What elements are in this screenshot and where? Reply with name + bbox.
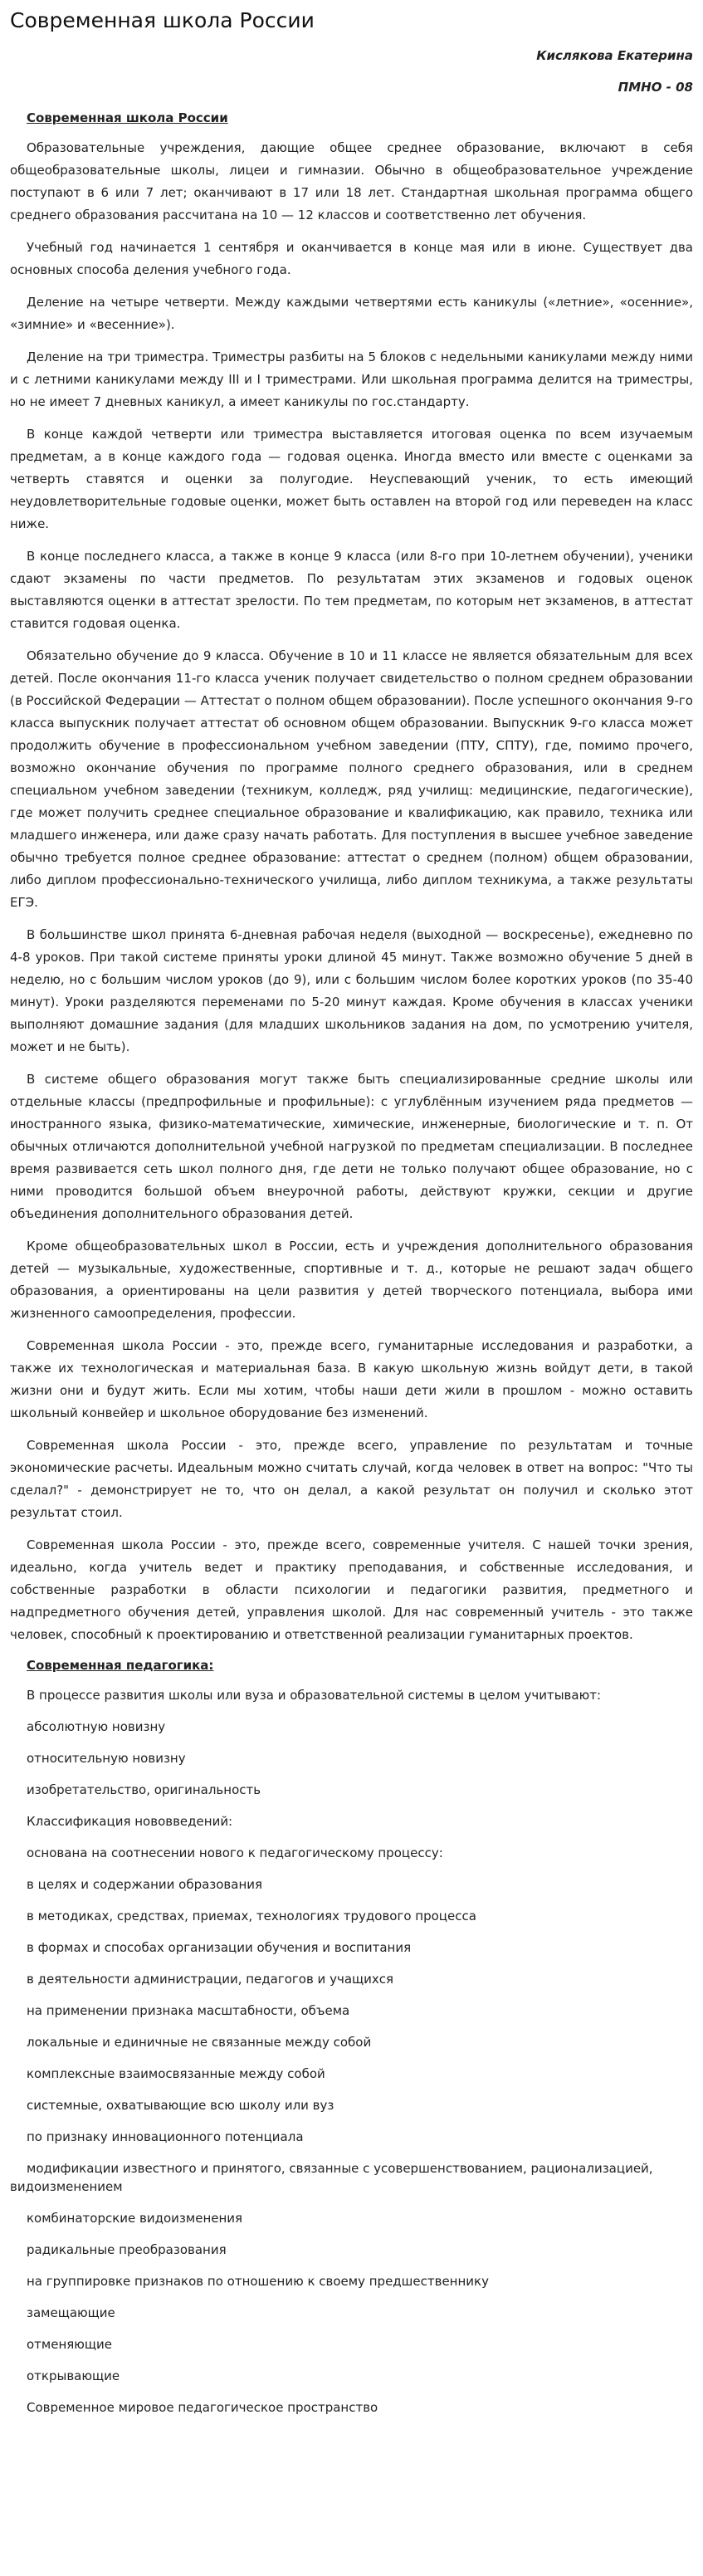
- author-name: Кислякова Екатерина: [536, 48, 693, 63]
- pedagogy-list: [10, 1686, 693, 2417]
- list-item: комбинаторские видоизменения: [27, 2211, 243, 2226]
- list-item: Классификация нововведений:: [27, 1814, 233, 1829]
- paragraph: В большинстве школ принята 6-дневная рабочая неделя (выходной — воскресенье), ежедневно по 4-8 уроков. При такой системе приняты уроки длиной 45 минут. Также возможно обучение 5 дней в неделю, но с большим числом уроков (до 9), или с большим числом более коротких уроков (по 35-40 минут). Уроки разделяются переменами по 5-20 минут каждая. Кроме обучения в классах ученики выполняют домашние задания (для младших школьников задания на дом, по усмотрению учителя, может и не быть).: [10, 927, 693, 1054]
- paragraph: В конце последнего класса, а также в конце 9 класса (или 8-го при 10-летнем обучении), ученики сдают экзамены по части предметов. По результатам этих экзаменов и годовых оценок выставляются оценки в аттестат зрелости. По тем предметам, по которым нет экзаменов, в аттестат ставится годовая оценка.: [10, 549, 693, 631]
- paragraph: Современная школа России - это, прежде всего, современные учителя. С нашей точки зрения, идеально, когда учитель ведет и практику преподавания, и собственные исследования, и собственные разработки в области психологии и педагогики развития, предметного и надпредметного обучения детей, управления школой. Для нас современный учитель - это также человек, способный к проектированию и ответственной реализации гуманитарных проектов.: [10, 1537, 693, 1642]
- paragraph: Кроме общеобразовательных школ в России, есть и учреждения дополнительного образования детей — музыкальные, художественные, спортивные и т. д., которые не решают задач общего образования, а ориентированы на цели развития у детей творческого потенциала, выбора ими жизненного самоопределения, профессии.: [10, 1239, 693, 1321]
- paragraph: В конце каждой четверти или триместра выставляется итоговая оценка по всем изучаемым предметам, а в конце каждого года — годовая оценка. Иногда вместо или вместе с оценками за четверть ставятся и оценки за полугодие. Неуспевающий ученик, то есть имеющий неудовлетворительные годовые оценки, может быть оставлен на второй год или переведен на класс ниже.: [10, 427, 693, 531]
- list-item: изобретательство, оригинальность: [27, 1782, 261, 1797]
- list-item: относительную новизну: [27, 1751, 186, 1766]
- paragraph: Обязательно обучение до 9 класса. Обучение в 10 и 11 классе не является обязательным для всех детей. После окончания 11-го класса ученик получает свидетельство о полном среднем образовании (в Российской Федерации — Аттестат о полном общем образовании). После успешного окончания 9-го класса выпускник получает аттестат об основном общем образовании. Выпускник 9-го класса может продолжить обучение в профессиональном учебном заведении (ПТУ, СПТУ), где, помимо прочего, возможно окончание обучения по программе полного среднего образования, или в среднем специальном учебном заведении (техникум, колледж, ряд училищ: медицинские, педагогические), где может получить среднее специальное образование и квалификацию, как правило, техника или младшего инженера, или даже сразу начать работать. Для поступления в высшее учебное заведение обычно требуется полное среднее образование: аттестат о среднем (полном) общем образовании, либо диплом профессионально-технического училища, либо диплом техникума, а также результаты ЕГЭ.: [10, 648, 693, 910]
- section-heading-pedagogy: Современная педагогика:: [27, 1658, 214, 1673]
- list-item: комплексные взаимосвязанные между собой: [27, 2066, 325, 2081]
- list-item: открывающие: [27, 2368, 120, 2383]
- paragraphs-container: [10, 137, 693, 1646]
- document-title: Современная школа России: [10, 8, 315, 32]
- paragraph: Учебный год начинается 1 сентября и оканчивается в конце мая или в июне. Существует два основных способа деления учебного года.: [10, 240, 693, 277]
- list-item: радикальные преобразования: [27, 2242, 227, 2257]
- group-code: ПМНО - 08: [618, 80, 693, 95]
- paragraph: Образовательные учреждения, дающие общее среднее образование, включают в себя общеобразовательные школы, лицеи и гимназии. Обычно в общеобразовательное учреждение поступают в 6 или 7 лет; оканчивают в 17 или 18 лет. Стандартная школьная программа общего среднего образования рассчитана на 10 — 12 классов и соответственно лет обучения.: [10, 140, 693, 222]
- document-meta: [10, 47, 693, 95]
- list-item: в методиках, средствах, приемах, технологиях трудового процесса: [27, 1909, 476, 1923]
- list-item: основана на соотнесении нового к педагогическому процессу:: [27, 1845, 443, 1860]
- list-item: в формах и способах организации обучения и воспитания: [27, 1940, 412, 1955]
- list-item: на группировке признаков по отношению к своему предшественнику: [27, 2274, 489, 2289]
- list-item: абсолютную новизну: [27, 1719, 166, 1734]
- paragraph: Современная школа России - это, прежде всего, управление по результатам и точные экономические расчеты. Идеальным можно считать случай, когда человек в ответ на вопрос: "Что ты сделал?" - демонстрирует не то, что он делал, а какой результат он получил и сколько этот результат стоил.: [10, 1438, 693, 1520]
- document-page: [0, 8, 703, 2417]
- paragraph: Деление на три триместра. Триместры разбиты на 5 блоков с недельными каникулами между ними и с летними каникулами между III и I триместрами. Или школьная программа делится на триместры, но не имеет 7 дневных каникул, а имеет каникулы по гос.стандарту.: [10, 349, 693, 409]
- list-item: модификации известного и принятого, связанные с усовершенствованием, рационализацией, видоизменением: [10, 2161, 653, 2194]
- list-item: локальные и единичные не связанные между собой: [27, 2035, 372, 2050]
- list-item: в целях и содержании образования: [27, 1877, 263, 1892]
- list-item: в деятельности администрации, педагогов и учащихся: [27, 1972, 394, 1987]
- list-item: Современное мировое педагогическое пространство: [27, 2400, 378, 2415]
- list-item: В процессе развития школы или вуза и образовательной системы в целом учитывают:: [27, 1688, 602, 1703]
- section-heading-school: Современная школа России: [27, 110, 228, 125]
- list-item: по признаку инновационного потенциала: [27, 2129, 304, 2144]
- list-item: отменяющие: [27, 2337, 113, 2352]
- list-item: на применении признака масштабности, объема: [27, 2003, 350, 2018]
- list-item: системные, охватывающие всю школу или вуз: [27, 2098, 334, 2113]
- list-item: замещающие: [27, 2305, 115, 2320]
- paragraph: Деление на четыре четверти. Между каждыми четвертями есть каникулы («летние», «осенние», «зимние» и «весенние»).: [10, 295, 693, 332]
- paragraph: Современная школа России - это, прежде всего, гуманитарные исследования и разработки, а также их технологическая и материальная база. В какую школьную жизнь войдут дети, в такой жизни они и будут жить. Если мы хотим, чтобы наши дети жили в прошлом - можно оставить школьный конвейер и школьное оборудование без изменений.: [10, 1338, 693, 1420]
- paragraph: В системе общего образования могут также быть специализированные средние школы или отдельные классы (предпрофильные и профильные): с углублённым изучением ряда предметов — иностранного языка, физико-математические, химические, инженерные, биологические и т. п. От обычных отличаются дополнительной учебной нагрузкой по предметам специализации. В последнее время развивается сеть школ полного дня, где дети не только получают общее образование, но с ними проводится большой объем внеурочной работы, действуют кружки, секции и другие объединения дополнительного образования детей.: [10, 1072, 693, 1221]
